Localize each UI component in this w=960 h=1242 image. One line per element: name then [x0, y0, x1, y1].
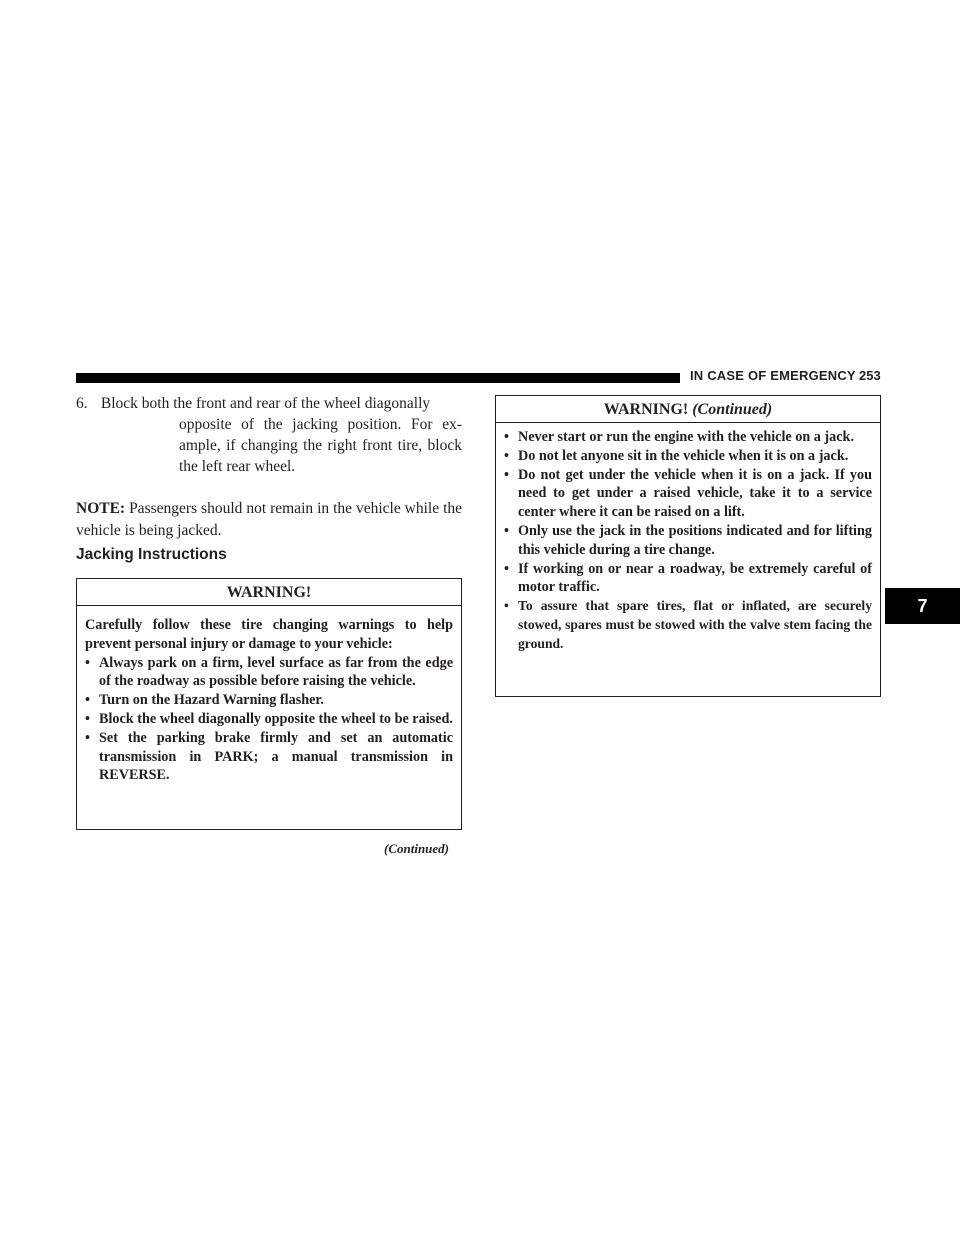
- warning-body-continued: [496, 423, 880, 660]
- warning-bullet-item: • To assure that spare tires, flat or inflated, are securely stowed, spares must be stowed with the valve stem facing the ground.: [504, 598, 872, 651]
- warning-list-left: [85, 654, 453, 786]
- step-number: 6.: [76, 395, 88, 412]
- section-title: IN CASE OF EMERGENCY: [690, 368, 856, 383]
- warning-box-left: [76, 578, 462, 830]
- bullet-icon: •: [504, 447, 509, 464]
- warning-title-text: WARNING!: [603, 401, 689, 418]
- bullet-icon: •: [504, 598, 509, 614]
- step-text-rest: opposite of the jacking position. For ex-ample, if changing the right front tire, block the left rear wheel.: [179, 416, 462, 475]
- step-text-first: Block both the front and rear of the wheel diagonally: [100, 395, 431, 412]
- warning-bullet-item: • Always park on a firm, level surface as far from the edge of the roadway as possible before raising the vehicle.: [85, 654, 453, 690]
- note-paragraph: [76, 498, 462, 542]
- continued-label: (Continued): [384, 841, 450, 856]
- warning-intro: Carefully follow these tire changing warnings to help prevent personal injury or damage to your vehicle:: [85, 617, 453, 652]
- warning-bullet-item: • Only use the jack in the positions indicated and for lifting this vehicle during a tire change.: [504, 522, 872, 558]
- bullet-icon: •: [85, 710, 90, 727]
- bullet-icon: •: [504, 429, 509, 445]
- warning-bullet-item: • Block the wheel diagonally opposite the wheel to be raised.: [85, 710, 453, 727]
- bullet-icon: •: [85, 692, 90, 709]
- warning-title-continued: [496, 396, 880, 423]
- subheading-jacking-instructions: Jacking Instructions: [76, 546, 227, 563]
- note-label: NOTE:: [76, 500, 126, 517]
- bullet-icon: •: [85, 729, 90, 746]
- page-number: 253: [859, 368, 881, 383]
- warning-title: [77, 579, 461, 606]
- bullet-icon: •: [504, 560, 509, 577]
- warning-title-text: WARNING!: [226, 584, 312, 601]
- warning-bullet-item: • Set the parking brake firmly and set an automatic transmission in PARK; a manual transmission in REVERSE.: [85, 729, 453, 784]
- bullet-icon: •: [85, 654, 90, 671]
- warning-bullet-item: • Never start or run the engine with the vehicle on a jack.: [504, 429, 854, 445]
- chapter-tab: 7: [885, 588, 960, 624]
- bullet-icon: •: [504, 522, 509, 539]
- warning-body: [77, 606, 461, 791]
- warning-bullet-item: • If working on or near a roadway, be extremely careful of motor traffic.: [504, 560, 872, 596]
- bullet-icon: •: [504, 466, 509, 483]
- warning-bullet-item: • Do not let anyone sit in the vehicle when it is on a jack.: [504, 447, 849, 464]
- step-6: [76, 393, 462, 477]
- warning-bullet-item: • Do not get under the vehicle when it is on a jack. If you need to get under a raised vehicle, take it to a service center where it can be raised on a lift.: [504, 466, 872, 521]
- header-rule: [76, 373, 680, 383]
- warning-box-right: [495, 395, 881, 697]
- warning-title-suffix: (Continued): [692, 401, 773, 418]
- note-text: Passengers should not remain in the vehicle while the vehicle is being jacked.: [76, 500, 463, 539]
- warning-list-right: [504, 428, 872, 654]
- warning-bullet-item: • Turn on the Hazard Warning flasher.: [85, 692, 324, 709]
